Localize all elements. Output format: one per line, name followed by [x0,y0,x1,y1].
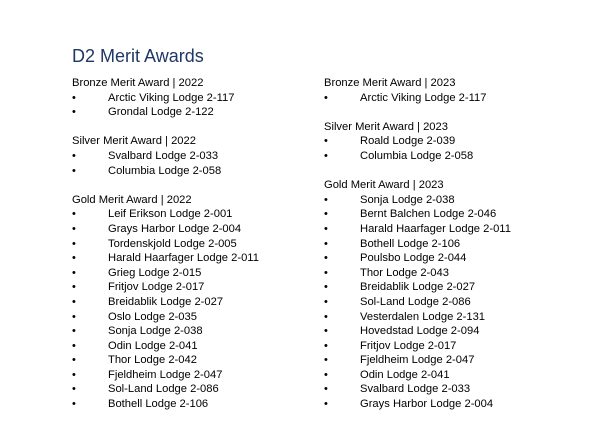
bullet-icon: • [72,208,76,221]
bullet-icon: • [72,222,76,235]
lodge-name: Svalbard Lodge 2-033 [108,149,219,162]
lodge-name: Arctic Viking Lodge 2-117 [360,91,487,104]
section-heading: Bronze Merit Award | 2023 [324,77,456,89]
list-item [72,339,342,354]
lodge-list [324,91,594,106]
list-item [72,149,342,164]
list-item [72,295,342,310]
lodge-name: Grieg Lodge 2-015 [108,266,202,279]
section-heading: Gold Merit Award | 2022 [72,193,192,206]
list-item [324,149,594,164]
lodge-name: Breidablik Lodge 2-027 [108,295,224,308]
list-item [72,368,342,383]
list-item [72,91,342,106]
bullet-icon: • [324,252,328,265]
list-item [72,310,342,325]
lodge-name: Fjeldheim Lodge 2-047 [360,354,475,367]
lodge-name: Grays Harbor Lodge 2-004 [108,222,242,235]
section-heading: Bronze Merit Award | 2022 [72,77,204,89]
lodge-name: Fjeldheim Lodge 2-047 [108,368,223,381]
list-item [324,295,594,310]
lodge-list [72,149,342,178]
lodge-name: Vesterdalen Lodge 2-131 [360,310,486,323]
lodge-name: Thor Lodge 2-042 [108,354,197,367]
lodge-list [72,91,342,120]
lodge-name: Odin Lodge 2-041 [108,339,198,352]
bullet-icon: • [72,339,76,352]
bullet-icon: • [72,398,76,411]
bullet-icon: • [72,164,76,177]
list-item [324,324,594,339]
lodge-list [72,207,342,411]
list-item [324,91,594,106]
lodge-name: Odin Lodge 2-041 [360,368,450,381]
list-item [324,193,594,208]
award-section [324,76,594,105]
bullet-icon: • [324,135,328,148]
bullet-icon: • [72,368,76,381]
award-section [72,193,342,412]
bullet-icon: • [72,354,76,367]
list-item [72,105,342,120]
bullet-icon: • [324,295,328,308]
bullet-icon: • [324,354,328,367]
award-section [324,120,594,164]
bullet-icon: • [324,398,328,411]
bullet-icon: • [324,149,328,162]
awards-column-2022 [72,76,342,426]
bullet-icon: • [324,193,328,206]
list-item [72,382,342,397]
list-item [72,324,342,339]
lodge-name: Oslo Lodge 2-035 [108,310,197,323]
bullet-icon: • [324,222,328,235]
list-item [324,237,594,252]
bullet-icon: • [72,106,76,119]
list-item [324,339,594,354]
bullet-icon: • [324,266,328,279]
list-item [324,280,594,295]
bullet-icon: • [324,325,328,338]
lodge-name: Svalbard Lodge 2-033 [360,383,471,396]
bullet-icon: • [72,310,76,323]
bullet-icon: • [72,237,76,250]
lodge-name: Grondal Lodge 2-122 [108,106,214,119]
lodge-name: Bothell Lodge 2-106 [360,237,461,250]
lodge-name: Bernt Balchen Lodge 2-046 [360,208,497,221]
section-heading: Silver Merit Award | 2022 [72,135,196,148]
lodge-name: Harald Haarfager Lodge 2-011 [108,252,259,265]
page-title: D2 Merit Awards [72,46,204,67]
lodge-name: Harald Haarfager Lodge 2-011 [360,222,511,235]
lodge-name: Leif Erikson Lodge 2-001 [108,208,233,221]
list-item [324,222,594,237]
bullet-icon: • [324,281,328,294]
bullet-icon: • [72,91,76,104]
lodge-name: Thor Lodge 2-043 [360,266,449,279]
section-heading: Silver Merit Award | 2023 [324,120,448,133]
list-item [72,353,342,368]
list-item [324,251,594,266]
award-section [72,134,342,178]
list-item [72,237,342,252]
list-item [324,134,594,149]
bullet-icon: • [72,149,76,162]
lodge-name: Hovedstad Lodge 2-094 [360,325,480,338]
bullet-icon: • [72,295,76,308]
list-item [324,397,594,412]
bullet-icon: • [324,237,328,250]
list-item [72,397,342,412]
award-section [72,76,342,120]
bullet-icon: • [324,91,328,104]
lodge-name: Roald Lodge 2-039 [360,135,456,148]
bullet-icon: • [324,310,328,323]
list-item [72,164,342,179]
bullet-icon: • [324,339,328,352]
lodge-name: Poulsbo Lodge 2-044 [360,252,467,265]
section-heading: Gold Merit Award | 2023 [324,179,444,192]
bullet-icon: • [72,266,76,279]
bullet-icon: • [72,281,76,294]
bullet-icon: • [324,383,328,396]
lodge-name: Sol-Land Lodge 2-086 [360,295,471,308]
list-item [72,207,342,222]
lodge-list [324,134,594,163]
list-item [324,207,594,222]
list-item [324,382,594,397]
lodge-name: Fritjov Lodge 2-017 [108,281,205,294]
list-item [324,310,594,325]
list-item [324,353,594,368]
lodge-name: Columbia Lodge 2-058 [108,164,222,177]
lodge-name: Sonja Lodge 2-038 [360,193,455,206]
bullet-icon: • [72,325,76,338]
list-item [72,251,342,266]
bullet-icon: • [324,368,328,381]
list-item [72,280,342,295]
lodge-name: Sol-Land Lodge 2-086 [108,383,219,396]
lodge-list [324,193,594,412]
lodge-name: Bothell Lodge 2-106 [108,398,209,411]
awards-column-2023 [324,76,594,426]
lodge-name: Grays Harbor Lodge 2-004 [360,398,494,411]
lodge-name: Breidablik Lodge 2-027 [360,281,476,294]
award-section [324,178,594,412]
lodge-name: Arctic Viking Lodge 2-117 [108,91,235,104]
list-item [72,222,342,237]
lodge-name: Tordenskjold Lodge 2-005 [108,237,237,250]
list-item [72,266,342,281]
bullet-icon: • [72,383,76,396]
lodge-name: Sonja Lodge 2-038 [108,325,203,338]
list-item [324,266,594,281]
lodge-name: Columbia Lodge 2-058 [360,149,474,162]
bullet-icon: • [72,252,76,265]
list-item [324,368,594,383]
lodge-name: Fritjov Lodge 2-017 [360,339,457,352]
bullet-icon: • [324,208,328,221]
